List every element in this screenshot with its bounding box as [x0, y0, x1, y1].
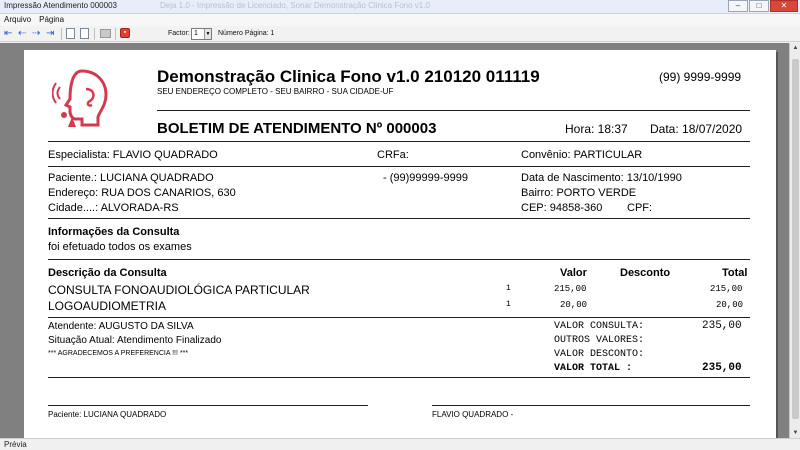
close-icon[interactable]: ✕	[770, 0, 798, 12]
status-text: Prévia	[4, 440, 27, 449]
maximize-icon[interactable]: □	[749, 0, 769, 12]
convenio: Convênio: PARTICULAR	[521, 149, 643, 161]
scroll-down-icon[interactable]: ▼	[792, 430, 799, 436]
next-page-icon[interactable]: ⇢	[32, 28, 41, 39]
divider	[157, 110, 750, 111]
window-title: Impressão Atendimento 000003	[4, 1, 117, 10]
item-desc: CONSULTA FONOAUDIOLÓGICA PARTICULAR	[48, 283, 310, 297]
last-page-icon[interactable]: ⇥	[46, 28, 55, 39]
factor-select[interactable]	[191, 28, 212, 40]
valor-consulta-label: VALOR CONSULTA:	[554, 321, 645, 332]
valor-desconto-label: VALOR DESCONTO:	[554, 349, 645, 360]
toolbar	[0, 26, 800, 42]
menu-pagina[interactable]: Página	[39, 15, 65, 24]
two-page-icon[interactable]	[80, 28, 89, 39]
situacao: Situação Atual: Atendimento Finalizado	[48, 335, 222, 346]
window-controls	[728, 0, 798, 12]
factor-value: 1	[194, 30, 198, 37]
toolbar-separator	[115, 28, 116, 40]
col-valor: Valor	[560, 267, 587, 279]
signature-line-patient	[48, 405, 368, 406]
patient-city: Cidade....: ALVORADA-RS	[48, 202, 179, 214]
divider	[48, 259, 750, 260]
crfa: CRFa:	[377, 149, 409, 161]
minimize-icon[interactable]: –	[728, 0, 748, 12]
patient-bairro: Bairro: PORTO VERDE	[521, 187, 637, 199]
status-bar	[0, 438, 800, 450]
patient-address: Endereço: RUA DOS CANARIOS, 630	[48, 187, 236, 199]
clinic-address: SEU ENDEREÇO COMPLETO - SEU BAIRRO - SUA CIDADE-UF	[157, 87, 394, 96]
item-desc: LOGOAUDIOMETRIA	[48, 299, 167, 313]
scroll-up-icon[interactable]: ▲	[792, 45, 799, 51]
signature-specialist: FLAVIO QUADRADO -	[432, 410, 514, 419]
patient-cpf: CPF:	[627, 202, 653, 214]
clinic-name: Demonstração Clinica Fono v1.0 210120 011119	[157, 67, 540, 86]
valor-consulta: 235,00	[702, 320, 742, 332]
item-qty: 1	[506, 284, 511, 293]
first-page-icon[interactable]: ⇤	[4, 28, 13, 39]
valor-total: 235,00	[702, 362, 742, 374]
page-number-label: Número Página: 1	[218, 30, 275, 37]
bulletin-date: Data: 18/07/2020	[650, 122, 743, 136]
item-total: 215,00	[710, 284, 743, 294]
clinic-phone: (99) 9999-9999	[659, 70, 742, 84]
bulletin-title: BOLETIM DE ATENDIMENTO Nº 000003	[157, 120, 437, 137]
divider	[48, 377, 750, 378]
divider	[48, 317, 750, 318]
print-icon[interactable]	[100, 29, 111, 38]
signature-patient: Paciente: LUCIANA QUADRADO	[48, 410, 167, 419]
outros-valores-label: OUTROS VALORES:	[554, 335, 645, 346]
thanks-message: *** AGRADECEMOS A PREFERENCIA !!! ***	[48, 350, 189, 357]
info-text: foi efetuado todos os exames	[48, 241, 192, 253]
factor-label: Factor:	[168, 30, 190, 37]
birth-date: Data de Nascimento: 13/10/1990	[521, 172, 682, 184]
single-page-icon[interactable]	[66, 28, 75, 39]
signature-line-specialist	[432, 405, 750, 406]
prev-page-icon[interactable]: ⇠	[18, 28, 27, 39]
scroll-thumb[interactable]	[792, 59, 799, 419]
report-page	[24, 50, 776, 438]
col-desconto: Desconto	[620, 267, 671, 279]
item-qty: 1	[506, 300, 511, 309]
patient-cep: CEP: 94858-360	[521, 202, 603, 214]
chevron-down-icon[interactable]: ▼	[205, 31, 211, 37]
divider	[48, 166, 750, 167]
desc-heading: Descrição da Consulta	[48, 267, 167, 279]
item-valor: 215,00	[554, 284, 587, 294]
valor-total-label: VALOR TOTAL :	[554, 363, 633, 374]
clinic-logo-icon	[52, 65, 112, 129]
atendente: Atendente: AUGUSTO DA SILVA	[48, 321, 194, 332]
menu-arquivo[interactable]: Arquivo	[4, 15, 32, 24]
toolbar-separator	[61, 28, 62, 40]
item-total: 20,00	[716, 300, 744, 310]
info-heading: Informações da Consulta	[48, 226, 180, 238]
toolbar-separator	[94, 28, 95, 40]
bulletin-time: Hora: 18:37	[565, 122, 628, 136]
divider	[48, 218, 750, 219]
window-ghost-title: Deja 1.0 - Impressão de Licenciado, Sonar Demonstração Clinica Fono v1.0	[160, 1, 430, 10]
divider	[48, 141, 750, 142]
patient-name: Paciente.: LUCIANA QUADRADO	[48, 172, 214, 184]
specialist: Especialista: FLAVIO QUADRADO	[48, 149, 218, 161]
item-valor: 20,00	[560, 300, 588, 310]
title-bar	[0, 0, 800, 14]
preview-viewport[interactable]	[0, 43, 800, 438]
menu-bar	[0, 14, 800, 26]
close-preview-icon[interactable]: ▪	[120, 28, 130, 38]
patient-phone: - (99)99999-9999	[383, 172, 469, 184]
vertical-scrollbar[interactable]	[789, 43, 800, 438]
col-total: Total	[722, 267, 748, 279]
